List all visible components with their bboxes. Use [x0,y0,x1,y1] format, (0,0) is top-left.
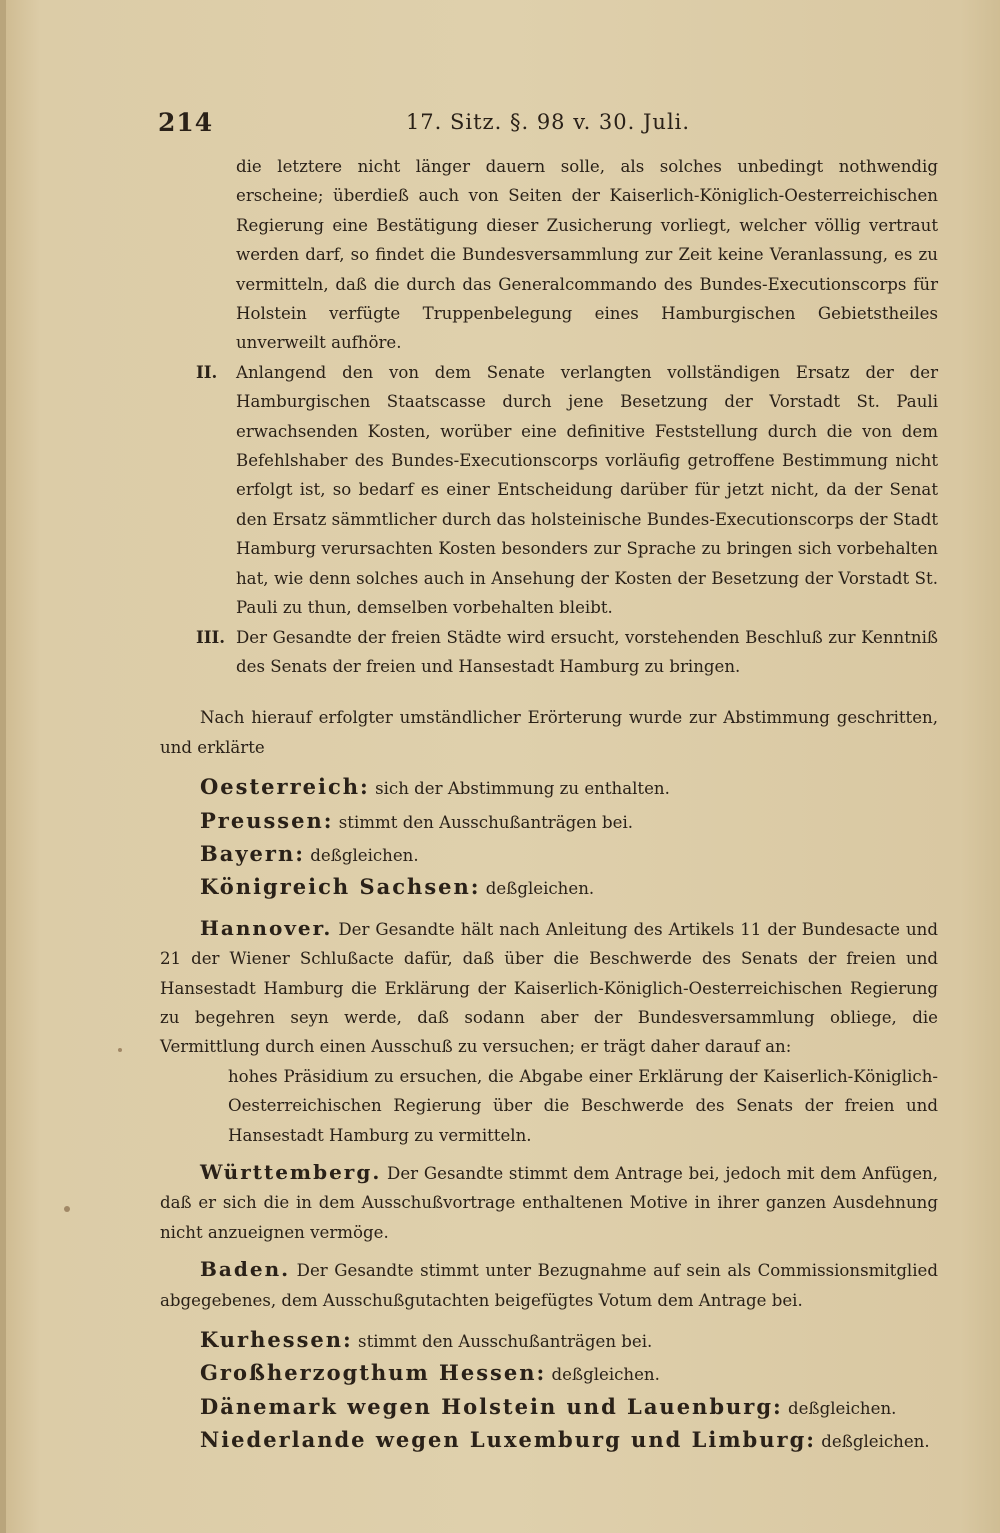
page-header [158,108,938,142]
paper-speck [64,1206,70,1212]
vote-text: deßgleichen. [480,879,595,899]
vote-intro: Nach hierauf erfolgter umständlicher Erörterung wurde zur Abstimmung geschritten, und erklärte [160,708,938,757]
page-edge [0,0,6,1533]
numbered-item-3 [160,623,938,682]
state-name: Preussen: [200,807,334,833]
vote-hannover [160,914,938,1062]
state-name: Oesterreich: [200,774,370,800]
paragraph-continuation: die letztere nicht länger dauern solle, als solches unbedingt nothwendig erscheine; überdieß auch von Seiten der Kaiserlich-Königlich-Oesterreichischen Regierung eine Bestätigung dieser Zusicherung vorliegt, welcher völlig vertraut werden darf, so findet die Bundesversammlung zur Zeit keine Veranlassung, es zu vermitteln, daß die durch das Generalcommando des Bundes-Executionscorps für Holstein verfügte Truppenbelegung eines Hamburgischen Gebietstheiles unverweilt aufhöre. [236,157,938,353]
state-name: Hannover. [200,915,333,940]
page-number: 214 [158,108,214,137]
state-name: Großherzogthum Hessen: [200,1360,547,1386]
vote-text: deßgleichen. [546,1365,660,1385]
vote-text: deßgleichen. [816,1432,930,1452]
vote-kurhessen [160,1325,938,1356]
hannover-motion: hohes Präsidium zu ersuchen, die Abgabe einer Erklärung der Kaiserlich-Königlich-Oesterreichischen Regierung über die Beschwerde des Senats der freien und Hansestadt Hamburg zu vermitteln. [228,1066,938,1145]
body-text [160,152,938,1459]
vote-text: sich der Abstimmung zu enthalten. [369,779,670,799]
vote-niederlande [160,1425,938,1456]
numbered-item-2 [160,358,938,623]
vote-baden [160,1255,938,1315]
paper-speck [118,1048,122,1052]
item-number: II. [196,361,218,382]
state-name: Dänemark wegen Holstein und Lauenburg: [200,1393,783,1419]
vote-text: Der Gesandte hält nach Anleitung des Artikels 11 der Bundesacte und 21 der Wiener Schlußacte dafür, daß über die Beschwerde des Senats der freien und Hansestadt Hamburg die Erklärung der Kaiserlich-Königlich-Oesterreichischen Regierung zu begehren seyn werde, daß sodann aber der Bundesversammlung obliege, die Vermittlung durch einen Ausschuß zu versuchen; er trägt daher darauf an: [160,919,938,1057]
state-name: Niederlande wegen Luxemburg und Limburg: [200,1427,817,1453]
vote-text: deßgleichen. [782,1398,897,1418]
item-text: Anlangend den von dem Senate verlangten vollständigen Ersatz der der Hamburgischen Staatscasse durch jene Besetzung der Vorstadt St. Pauli erwachsenden Kosten, worüber eine definitive Feststellung durch die von dem Befehlshaber des Bundes-Executionscorps vorläufig getroffene Bestimmung nicht erfolgt ist, so bedarf es einer Entscheidung darüber für jetzt nicht, da der Senat den Ersatz sämmtlicher durch das holsteinische Bundes-Executionscorps der Stadt Hamburg verursachten Kosten besonders zur Sprache zu bringen sich vorbehalten hat, wie denn solches auch in Ansehung der Kosten der Besetzung der Vorstadt St. Pauli zu thun, demselben vorbehalten bleibt. [236,362,938,618]
vote-text: stimmt den Ausschußanträgen bei. [333,812,634,832]
item-number: III. [196,626,226,647]
state-name: Württemberg. [200,1160,382,1184]
vote-text: stimmt den Ausschußanträgen bei. [352,1332,653,1352]
item-text: Der Gesandte der freien Städte wird ersucht, vorstehenden Beschluß zur Kenntniß des Senats der freien und Hansestadt Hamburg zu bringen. [236,627,938,676]
vote-wuerttemberg [160,1158,938,1247]
state-name: Baden. [200,1257,291,1282]
vote-daenemark [160,1392,938,1423]
vote-preussen [160,806,938,837]
vote-hessen [160,1358,938,1389]
state-name: Bayern: [200,840,306,866]
vote-oesterreich [160,772,938,803]
vote-text: Der Gesandte stimmt dem Antrage bei, jedoch mit dem Anfügen, daß er sich die in dem Ausschußvortrage enthaltenen Motive in ihrer ganzen Ausdehnung nicht anzueignen vermöge. [160,1164,938,1242]
vote-bayern [160,839,938,870]
vote-text: deßgleichen. [305,845,419,865]
state-name: Kurhessen: [200,1327,353,1353]
state-name: Königreich Sachsen: [200,874,481,900]
vote-sachsen [160,872,938,903]
running-head: 17. Sitz. §. 98 v. 30. Juli. [405,110,691,134]
vote-text: Der Gesandte stimmt unter Bezugnahme auf sein als Commissionsmitglied abgegebenes, dem Ausschußgutachten beigefügtes Votum dem Antrage bei. [160,1261,938,1310]
